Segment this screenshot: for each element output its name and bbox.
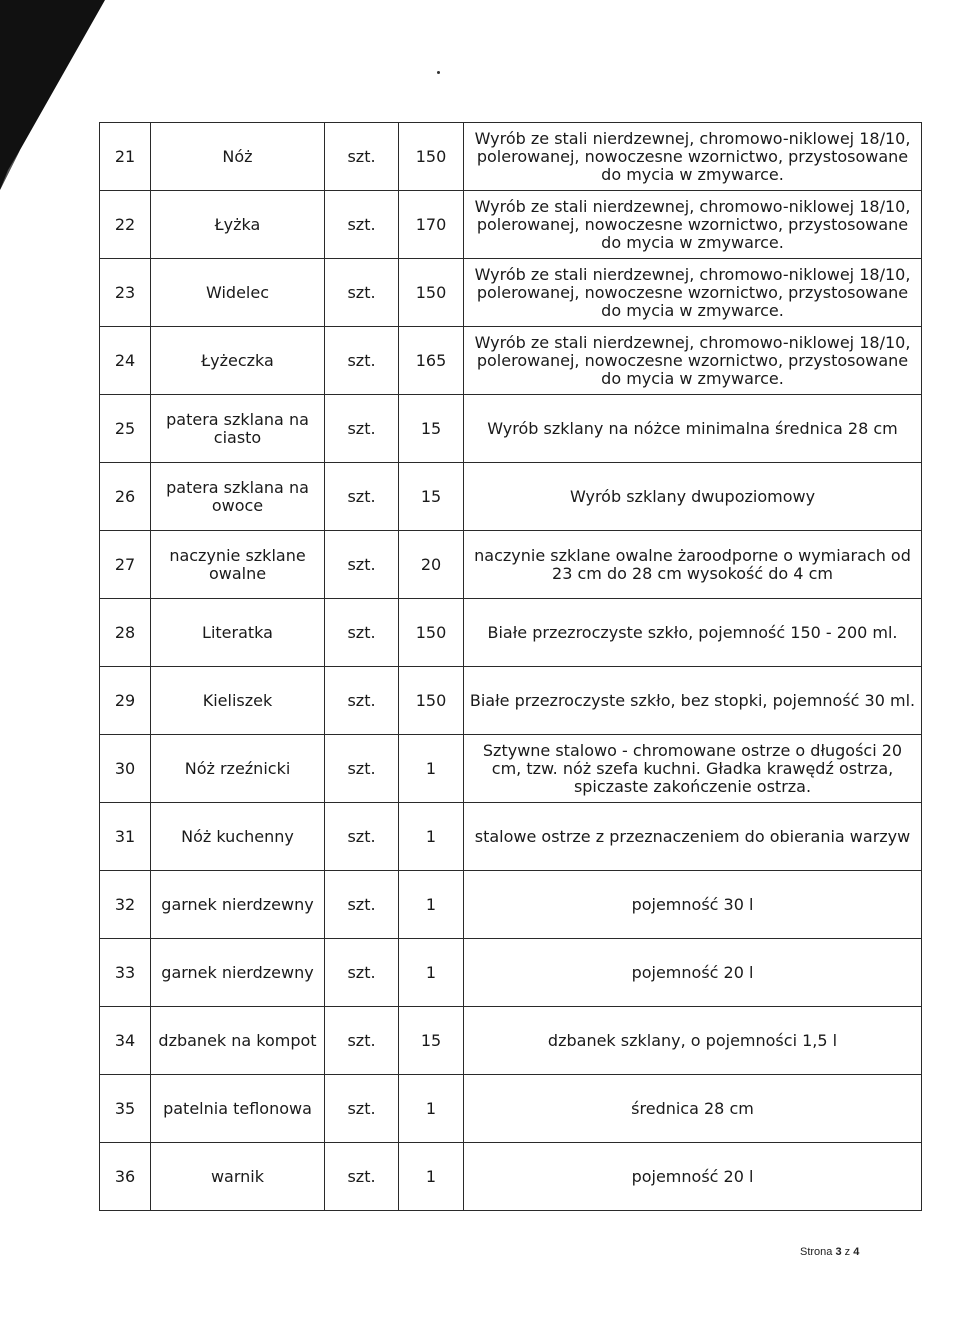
table-row [100,395,922,463]
table-row [100,327,922,395]
item-name: garnek nierdzewny [151,871,325,939]
item-description: Wyrób ze stali nierdzewnej, chromowo-niklowej 18/10, polerowanej, nowoczesne wzornictwo, przystosowane do mycia w zmywarce. [464,259,922,327]
footer-page-number: 3 [835,1246,842,1258]
item-quantity: 15 [399,395,464,463]
table-row [100,871,922,939]
item-unit: szt. [325,327,399,395]
item-name: naczynie szklane owalne [151,531,325,599]
item-name: Nóż [151,123,325,191]
item-name: Łyżeczka [151,327,325,395]
table-row [100,123,922,191]
item-unit: szt. [325,939,399,1007]
item-unit: szt. [325,735,399,803]
item-unit: szt. [325,599,399,667]
item-number: 33 [100,939,151,1007]
item-description: Wyrób ze stali nierdzewnej, chromowo-niklowej 18/10, polerowanej, nowoczesne wzornictwo, przystosowane do mycia w zmywarce. [464,327,922,395]
item-quantity: 165 [399,327,464,395]
item-name: patera szklana na owoce [151,463,325,531]
item-name: warnik [151,1143,325,1211]
item-unit: szt. [325,463,399,531]
item-quantity: 1 [399,735,464,803]
items-table-body [100,123,922,1211]
table-row [100,1143,922,1211]
item-quantity: 1 [399,803,464,871]
table-row [100,1007,922,1075]
items-table [99,122,922,1211]
item-quantity: 1 [399,939,464,1007]
item-quantity: 170 [399,191,464,259]
item-number: 29 [100,667,151,735]
item-name: garnek nierdzewny [151,939,325,1007]
item-unit: szt. [325,531,399,599]
item-number: 22 [100,191,151,259]
item-unit: szt. [325,1075,399,1143]
item-quantity: 150 [399,259,464,327]
item-unit: szt. [325,803,399,871]
item-quantity: 1 [399,1075,464,1143]
table-row [100,939,922,1007]
item-quantity: 150 [399,667,464,735]
item-number: 36 [100,1143,151,1211]
item-name: patelnia teflonowa [151,1075,325,1143]
table-row [100,463,922,531]
item-number: 28 [100,599,151,667]
item-name: Literatka [151,599,325,667]
item-number: 32 [100,871,151,939]
item-quantity: 1 [399,871,464,939]
table-row [100,1075,922,1143]
footer-of: z [844,1246,851,1258]
item-number: 27 [100,531,151,599]
scan-speck [437,71,440,74]
table-row [100,191,922,259]
item-unit: szt. [325,871,399,939]
item-number: 23 [100,259,151,327]
item-quantity: 15 [399,463,464,531]
item-quantity: 150 [399,599,464,667]
item-number: 35 [100,1075,151,1143]
item-name: patera szklana na ciasto [151,395,325,463]
table-row [100,259,922,327]
table-row [100,667,922,735]
item-description: stalowe ostrze z przeznaczeniem do obierania warzyw [464,803,922,871]
item-name: Nóż rzeźnicki [151,735,325,803]
item-number: 31 [100,803,151,871]
item-unit: szt. [325,123,399,191]
item-name: dzbanek na kompot [151,1007,325,1075]
item-number: 34 [100,1007,151,1075]
item-description: Białe przezroczyste szkło, pojemność 150 - 200 ml. [464,599,922,667]
item-number: 26 [100,463,151,531]
item-unit: szt. [325,191,399,259]
item-description: Wyrób ze stali nierdzewnej, chromowo-niklowej 18/10, polerowanej, nowoczesne wzornictwo, przystosowane do mycia w zmywarce. [464,191,922,259]
item-description: Białe przezroczyste szkło, bez stopki, pojemność 30 ml. [464,667,922,735]
table-row [100,735,922,803]
item-description: pojemność 30 l [464,871,922,939]
item-unit: szt. [325,395,399,463]
item-quantity: 20 [399,531,464,599]
item-description: Sztywne stalowo - chromowane ostrze o długości 20 cm, tzw. nóż szefa kuchni. Gładka krawędź ostrza, spiczaste zakończenie ostrza. [464,735,922,803]
item-unit: szt. [325,1143,399,1211]
item-name: Kieliszek [151,667,325,735]
item-number: 30 [100,735,151,803]
item-description: Wyrób ze stali nierdzewnej, chromowo-niklowej 18/10, polerowanej, nowoczesne wzornictwo, przystosowane do mycia w zmywarce. [464,123,922,191]
table-row [100,531,922,599]
item-unit: szt. [325,259,399,327]
item-name: Widelec [151,259,325,327]
footer-page-total: 4 [853,1246,860,1258]
footer-label: Strona [800,1246,833,1258]
page-footer [800,1246,890,1258]
item-quantity: 1 [399,1143,464,1211]
table-row [100,803,922,871]
item-quantity: 15 [399,1007,464,1075]
item-unit: szt. [325,1007,399,1075]
item-description: pojemność 20 l [464,1143,922,1211]
item-number: 21 [100,123,151,191]
item-quantity: 150 [399,123,464,191]
item-description: pojemność 20 l [464,939,922,1007]
table-row [100,599,922,667]
item-name: Nóż kuchenny [151,803,325,871]
item-name: Łyżka [151,191,325,259]
item-description: naczynie szklane owalne żaroodporne o wymiarach od 23 cm do 28 cm wysokość do 4 cm [464,531,922,599]
scan-artifact [0,0,110,200]
item-unit: szt. [325,667,399,735]
item-description: Wyrób szklany dwupoziomowy [464,463,922,531]
item-number: 25 [100,395,151,463]
item-description: średnica 28 cm [464,1075,922,1143]
item-description: dzbanek szklany, o pojemności 1,5 l [464,1007,922,1075]
item-number: 24 [100,327,151,395]
item-description: Wyrób szklany na nóżce minimalna średnica 28 cm [464,395,922,463]
